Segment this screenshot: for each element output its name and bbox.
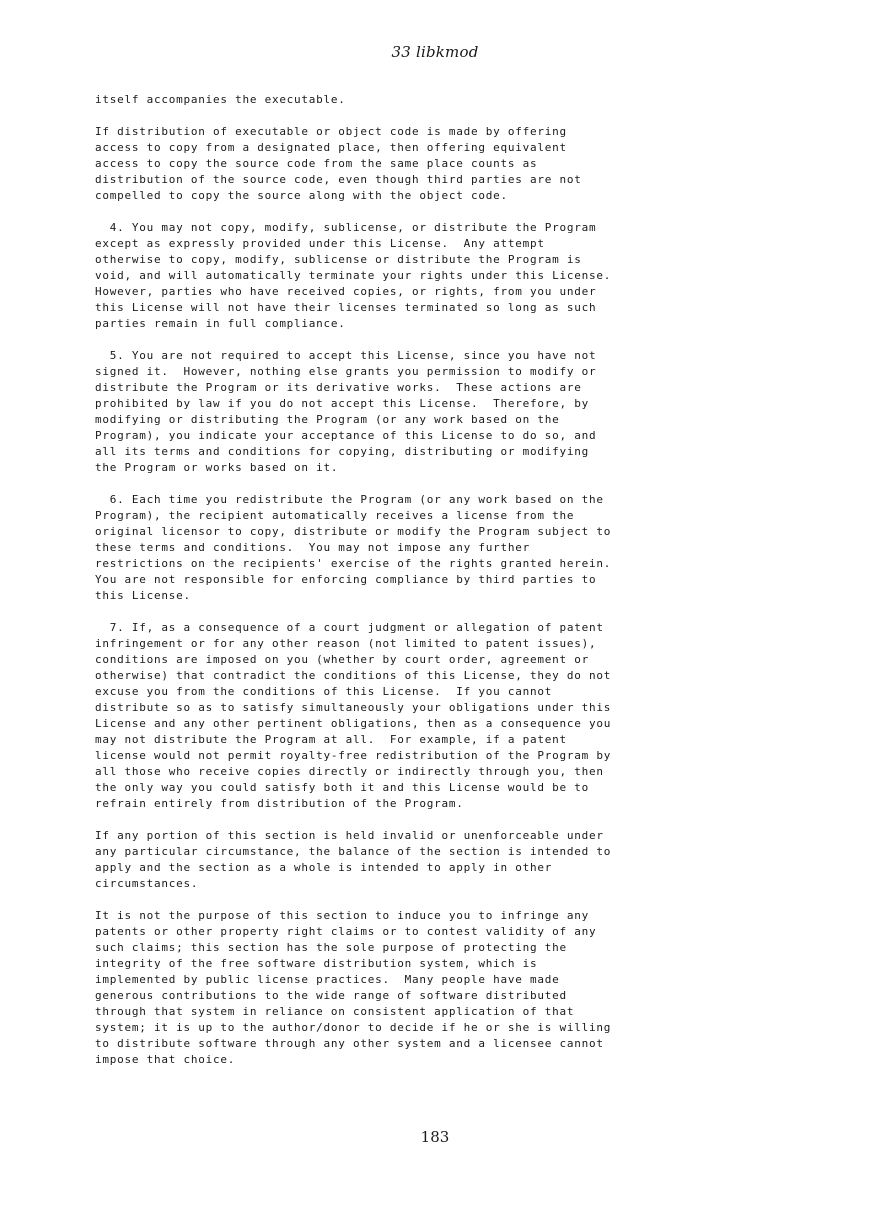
paragraph-object-code-distribution: If distribution of executable or object code is made by offering access to copy from a designated place, then offering equivalent access to copy the source code from the same place counts as distribution of the source code, even though third parties are not compelled to copy the source along with the object code. xyxy=(95,125,582,202)
paragraph-clause-7: 7. If, as a consequence of a court judgment or allegation of patent infringement or for any other reason (not limited to patent issues), conditions are imposed on you (whether by court order, agreement or otherwise) that contradict the conditions of this License, they do not excuse you from the conditions of this License. If you cannot distribute so as to satisfy simultaneously your obligations under this License and any other pertinent obligations, then as a consequence you may not distribute the Program at all. For example, if a patent license would not permit royalty-free redistribution of the Program by all those who receive copies directly or indirectly through you, then the only way you could satisfy both it and this License would be to refrain entirely from distribution of the Program. xyxy=(95,621,612,810)
paragraph-clause-4: 4. You may not copy, modify, sublicense, or distribute the Program except as expressly provided under this License. Any attempt otherwise to copy, modify, sublicense or distribute the Program is void, and will automatically terminate your rights under this License. However, parties who have received copies, or rights, from you under this License will not have their licenses terminated so long as such parties remain in full compliance. xyxy=(95,221,612,330)
paragraph-clause-5: 5. You are not required to accept this License, since you have not signed it. However, nothing else grants you permission to modify or distribute the Program or its derivative works. These actions are prohibited by law if you do not accept this License. Therefore, by modifying or distributing the Program (or any work based on the Program), you indicate your acceptance of this License to do so, and all its terms and conditions for copying, distributing or modifying the Program or works based on it. xyxy=(95,349,597,474)
paragraph-continuation: itself accompanies the executable. xyxy=(95,93,346,106)
running-header-title: 33 libkmod xyxy=(391,43,479,61)
license-text-body xyxy=(95,92,795,1084)
paragraph-severability: If any portion of this section is held invalid or unenforceable under any particular circumstance, the balance of the section is intended to apply and the section as a whole is intended to apply in other circumstances. xyxy=(95,829,612,890)
page-number: 183 xyxy=(420,1128,450,1146)
paragraph-clause-6: 6. Each time you redistribute the Program (or any work based on the Program), the recipient automatically receives a license from the original licensor to copy, distribute or modify the Program subject to these terms and conditions. You may not impose any further restrictions on the recipients' exercise of the rights granted herein. You are not responsible for enforcing compliance by third parties to this License. xyxy=(95,493,612,602)
paragraph-section-purpose: It is not the purpose of this section to induce you to infringe any patents or other property right claims or to contest validity of any such claims; this section has the sole purpose of protecting the integrity of the free software distribution system, which is implemented by public license practices. Many people have made generous contributions to the wide range of software distributed through that system in reliance on consistent application of that system; it is up to the author/donor to decide if he or she is willing to distribute software through any other system and a licensee cannot impose that choice. xyxy=(95,909,612,1066)
